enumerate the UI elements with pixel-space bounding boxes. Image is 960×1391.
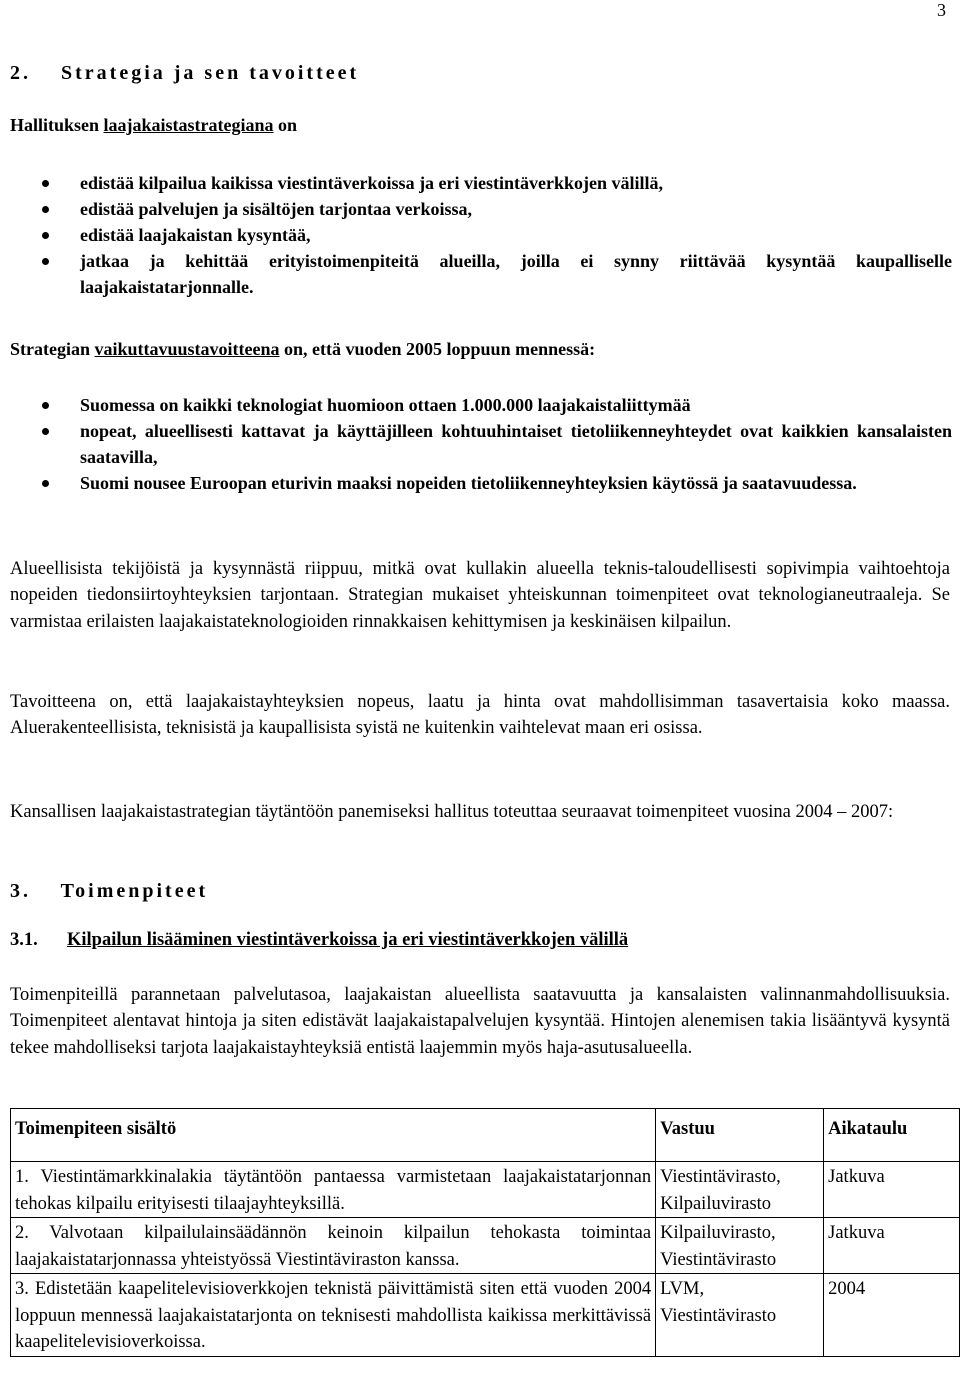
table-row xyxy=(11,1274,960,1357)
paragraph: Alueellisista tekijöistä ja kysynnästä riippuu, mitkä ovat kullakin alueella teknis-taloudellisesti sopivimpia vaihtoehtoja nopeiden tiedonsiirtoyhteyksien tarjontaan. Strategian mukaiset yhteiskunnan toimenpiteet ovat teknologianeutraaleja. Se varmistaa erilaisten laajakaistateknologioiden rinnakkaisen kehittymisen ja keskinäisen kilpailun. xyxy=(10,559,950,632)
list-item: edistää kilpailua kaikissa viestintäverkoissa ja eri viestintäverkkojen välillä, xyxy=(10,170,952,196)
goal-lead xyxy=(10,339,595,360)
bullet-dot-icon xyxy=(42,258,49,265)
table-cell-aikataulu: 2004 xyxy=(824,1274,960,1357)
table-cell-vastuu: LVM, Viestintävirasto xyxy=(656,1274,824,1357)
bullet-dot-icon xyxy=(42,480,49,487)
table-cell-vastuu: Viestintävirasto, Kilpailuvirasto xyxy=(656,1162,824,1218)
strategy-lead-keyword: laajakaistastrategiana xyxy=(103,115,274,135)
strategy-lead xyxy=(10,115,297,136)
paragraph: Tavoitteena on, että laajakaistayhteyksien nopeus, laatu ja hinta ovat mahdollisimman tasavertaisia koko maassa. Aluerakenteellisista, teknisistä ja kaupallisista syistä ne kuitenkin vaihtelevat maan eri osissa. xyxy=(10,692,950,739)
measures-table xyxy=(10,1108,960,1357)
table-header-cell: Aikataulu xyxy=(824,1109,960,1162)
list-item: edistää laajakaistan kysyntää, xyxy=(10,222,952,248)
subsection-title: Kilpailun lisääminen viestintäverkoissa ja eri viestintäverkkojen välillä xyxy=(67,930,629,950)
table-header-cell: Vastuu xyxy=(656,1109,824,1162)
bullet-dot-icon xyxy=(42,402,49,409)
subsection-number: 3.1. xyxy=(10,930,38,950)
table-cell-content: 1. Viestintämarkkinalakia täytäntöön pantaessa varmistetaan laajakaistatarjonnan tehokas kilpailu erityisesti tilaajayhteyksillä. xyxy=(11,1162,656,1218)
goal-bullets xyxy=(10,392,952,496)
section-2-number: 2. xyxy=(10,62,31,84)
list-item: jatkaa ja kehittää erityistoimenpiteitä alueilla, joilla ei synny riittävää kysyntää kaupalliselle laajakaistatarjonnalle. xyxy=(10,248,952,300)
table-cell-aikataulu: Jatkuva xyxy=(824,1218,960,1274)
table-cell-content: 3. Edistetään kaapelitelevisioverkkojen teknistä päivittämistä siten että vuoden 2004 loppuun mennessä laajakaistatarjonta on teknisesti mahdollista kaikissa merkittävissä kaapelitelevisioverkoissa. xyxy=(11,1274,656,1357)
strategy-lead-suffix: on xyxy=(273,115,298,135)
table-header-cell: Toimenpiteen sisältö xyxy=(11,1109,656,1162)
table-header-row xyxy=(11,1109,960,1162)
strategy-lead-prefix: Hallituksen xyxy=(10,115,104,135)
paragraph: Kansallisen laajakaistastrategian täytäntöön panemiseksi hallitus toteuttaa seuraavat toimenpiteet vuosina 2004 – 2007: xyxy=(10,802,894,822)
table-cell-vastuu: Kilpailuvirasto, Viestintävirasto xyxy=(656,1218,824,1274)
section-2-title: Strategia ja sen tavoitteet xyxy=(61,62,360,84)
paragraph: Toimenpiteillä parannetaan palvelutasoa, laajakaistan alueellista saatavuutta ja kansalaisten valinnanmahdollisuuksia. Toimenpiteet alentavat hintoja ja siten edistävät laajakaistapalvelujen kysyntää. Hintojen alenemisen takia lisääntyvä kysyntä tekee mahdolliseksi tarjota laajakaistayhteyksiä entistä laajemmin myös haja-asutusalueella. xyxy=(10,985,950,1058)
section-2-heading xyxy=(10,62,359,85)
section-3-number: 3. xyxy=(10,880,31,902)
bullet-dot-icon xyxy=(42,232,49,239)
goal-lead-keyword: vaikuttavuustavoitteena xyxy=(94,339,280,359)
bullet-dot-icon xyxy=(42,428,49,435)
table-cell-aikataulu: Jatkuva xyxy=(824,1162,960,1218)
page-number: 3 xyxy=(937,0,946,20)
goal-lead-suffix: on, että vuoden 2005 loppuun mennessä: xyxy=(279,339,596,359)
strategy-bullets xyxy=(10,170,952,300)
list-item: nopeat, alueellisesti kattavat ja käyttäjilleen kohtuuhintaiset tietoliikenneyhteydet ovat kaikkien kansalaisten saatavilla, xyxy=(10,418,952,470)
bullet-dot-icon xyxy=(42,180,49,187)
section-3-heading xyxy=(10,880,208,903)
table-row xyxy=(11,1218,960,1274)
list-item: Suomi nousee Euroopan eturivin maaksi nopeiden tietoliikenneyhteyksien käytössä ja saatavuudessa. xyxy=(10,470,952,496)
section-3-title: Toimenpiteet xyxy=(60,880,209,902)
bullet-dot-icon xyxy=(42,206,49,213)
subsection-3-1-heading xyxy=(10,930,628,951)
table-cell-content: 2. Valvotaan kilpailulainsäädännön keinoin kilpailun tehokasta toimintaa laajakaistatarjonnassa yhteistyössä Viestintäviraston kanssa. xyxy=(11,1218,656,1274)
table-row xyxy=(11,1162,960,1218)
list-item: edistää palvelujen ja sisältöjen tarjontaa verkoissa, xyxy=(10,196,952,222)
goal-lead-prefix: Strategian xyxy=(10,339,95,359)
list-item: Suomessa on kaikki teknologiat huomioon ottaen 1.000.000 laajakaistaliittymää xyxy=(10,392,952,418)
